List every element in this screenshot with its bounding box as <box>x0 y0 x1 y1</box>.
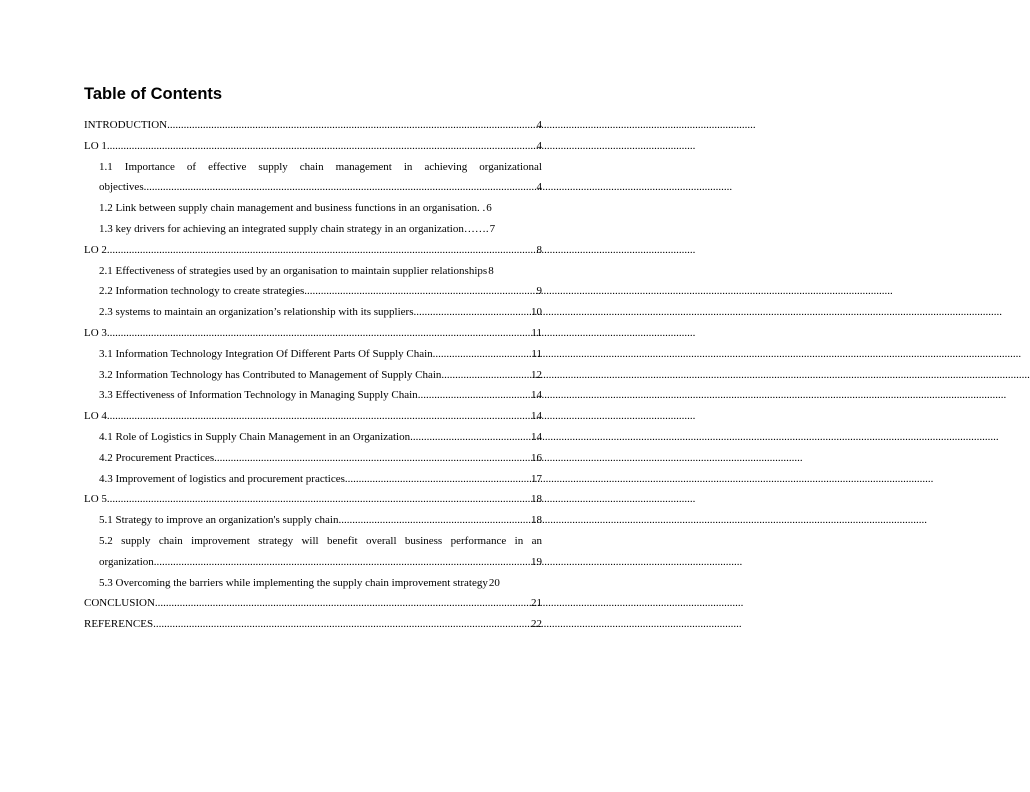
toc-entry-label: 2.2 Information technology to create strategies <box>99 285 305 298</box>
toc-entry-label: 1.3 key drivers for achieving an integrated supply chain strategy in an organization……. <box>99 222 489 235</box>
toc-dot-leader <box>107 406 530 427</box>
toc-entry-label: 1.2 Link between supply chain management and business functions in an organisation. . <box>99 202 486 215</box>
toc-dot-leader <box>214 448 530 469</box>
toc-entry-5-1[interactable] <box>84 510 542 531</box>
toc-entry-lo3[interactable] <box>84 323 542 344</box>
toc-entry-label: 3.1 Information Technology Integration Of Different Parts Of Supply Chain <box>99 347 433 360</box>
toc-entry-1-2[interactable] <box>84 198 542 219</box>
toc-dot-leader <box>107 323 530 344</box>
toc-entry-label: LO 2 <box>84 243 107 256</box>
toc-page-number: 4 <box>536 181 542 194</box>
toc-entry-label: 5.3 Overcoming the barriers while implementing the supply chain improvement strategy <box>99 576 488 589</box>
toc-entry-conclusion[interactable] <box>84 593 542 614</box>
toc-entry-4-3[interactable] <box>84 469 542 490</box>
toc-entry-label-continued: organization <box>99 555 154 568</box>
toc-dot-leader <box>155 593 530 614</box>
toc-page-number: 14 <box>531 410 542 423</box>
toc-entry-lo4[interactable] <box>84 406 542 427</box>
toc-dot-leader <box>433 344 531 365</box>
toc-entry-1-3[interactable] <box>84 219 542 240</box>
toc-entry-1-1[interactable] <box>84 157 542 199</box>
toc-dot-leader <box>441 365 530 386</box>
toc-entry-4-2[interactable] <box>84 448 542 469</box>
toc-entry-5-3[interactable] <box>84 573 542 594</box>
toc-entry-2-1[interactable] <box>84 261 542 282</box>
toc-page-number: 4 <box>536 139 542 152</box>
toc-entry-2-2[interactable] <box>84 281 542 302</box>
toc-entry-lo5[interactable] <box>84 489 542 510</box>
toc-entry-label-continued: objectives <box>99 181 144 194</box>
toc-dot-leader <box>338 510 530 531</box>
toc-entry-4-1[interactable] <box>84 427 542 448</box>
toc-dot-leader <box>304 281 535 302</box>
toc-entry-introduction[interactable] <box>84 115 542 136</box>
toc-dot-leader <box>153 614 530 635</box>
toc-entry-label: LO 4 <box>84 410 107 423</box>
toc-entry-label: LO 5 <box>84 493 107 506</box>
toc-dot-leader <box>144 177 536 198</box>
toc-page-number: 8 <box>488 264 494 277</box>
toc-page-number: 11 <box>531 326 542 339</box>
toc-page-number: 9 <box>536 285 542 298</box>
toc-entry-label: 2.1 Effectiveness of strategies used by an organisation to maintain supplier relationships <box>99 264 488 277</box>
toc-page-number: 14 <box>531 389 542 402</box>
toc-page-number: 7 <box>489 222 496 235</box>
toc-entry-label: LO 3 <box>84 326 107 339</box>
toc-entry-3-3[interactable] <box>84 385 542 406</box>
toc-dot-leader <box>413 302 530 323</box>
table-of-contents <box>84 115 542 635</box>
page-title: Table of Contents <box>84 85 223 103</box>
toc-entry-lo2[interactable] <box>84 240 542 261</box>
toc-entry-label: 3.2 Information Technology has Contributed to Management of Supply Chain <box>99 368 442 381</box>
toc-page-number: 16 <box>531 451 542 464</box>
toc-page-number: 20 <box>488 576 500 589</box>
toc-dot-leader <box>345 469 530 490</box>
toc-entry-label: LO 1 <box>84 139 107 152</box>
toc-entry-label: 4.3 Improvement of logistics and procurement practices <box>99 472 345 485</box>
toc-entry-label: 1.1 Importance of effective supply chain management in achieving organizational <box>99 160 542 173</box>
toc-page-number: 10 <box>531 306 542 319</box>
toc-entry-label: 5.1 Strategy to improve an organization's supply chain <box>99 514 339 527</box>
toc-page-number: 8 <box>536 243 542 256</box>
toc-dot-leader <box>107 489 530 510</box>
toc-entry-label: INTRODUCTION <box>84 119 168 131</box>
toc-page-number: 11 <box>531 347 542 360</box>
toc-entry-label: 4.2 Procurement Practices <box>99 451 215 464</box>
toc-page-number: 22 <box>531 618 542 631</box>
toc-dot-leader <box>154 552 530 573</box>
toc-page-number: 19 <box>531 555 542 568</box>
toc-entry-label: 4.1 Role of Logistics in Supply Chain Management in an Organization <box>99 430 411 443</box>
toc-entry-label: REFERENCES <box>84 618 154 631</box>
toc-page-number: 6 <box>486 202 492 215</box>
toc-entry-5-2[interactable] <box>84 531 542 573</box>
toc-page-number: 17 <box>531 472 542 485</box>
toc-page-number: 4 <box>536 119 542 131</box>
toc-dot-leader <box>418 385 530 406</box>
toc-dot-leader <box>107 136 536 157</box>
toc-entry-lo1[interactable] <box>84 136 542 157</box>
toc-page-number: 12 <box>531 368 542 381</box>
toc-dot-leader <box>410 427 530 448</box>
toc-page-number: 18 <box>531 493 542 506</box>
toc-dot-leader <box>167 115 535 136</box>
toc-entry-label: 5.2 supply chain improvement strategy will benefit overall business performance in an <box>99 534 542 547</box>
toc-entry-label: CONCLUSION <box>84 597 155 610</box>
toc-page-number: 21 <box>531 597 542 610</box>
toc-page-number: 14 <box>531 430 542 443</box>
toc-dot-leader <box>107 240 536 261</box>
toc-entry-3-1[interactable] <box>84 344 542 365</box>
toc-entry-label: 2.3 systems to maintain an organization’s relationship with its suppliers <box>99 306 414 319</box>
toc-entry-3-2[interactable] <box>84 365 542 386</box>
toc-entry-2-3[interactable] <box>84 302 542 323</box>
toc-entry-references[interactable] <box>84 614 542 635</box>
toc-page-number: 18 <box>531 514 542 527</box>
toc-entry-label: 3.3 Effectiveness of Information Technology in Managing Supply Chain <box>99 389 418 402</box>
